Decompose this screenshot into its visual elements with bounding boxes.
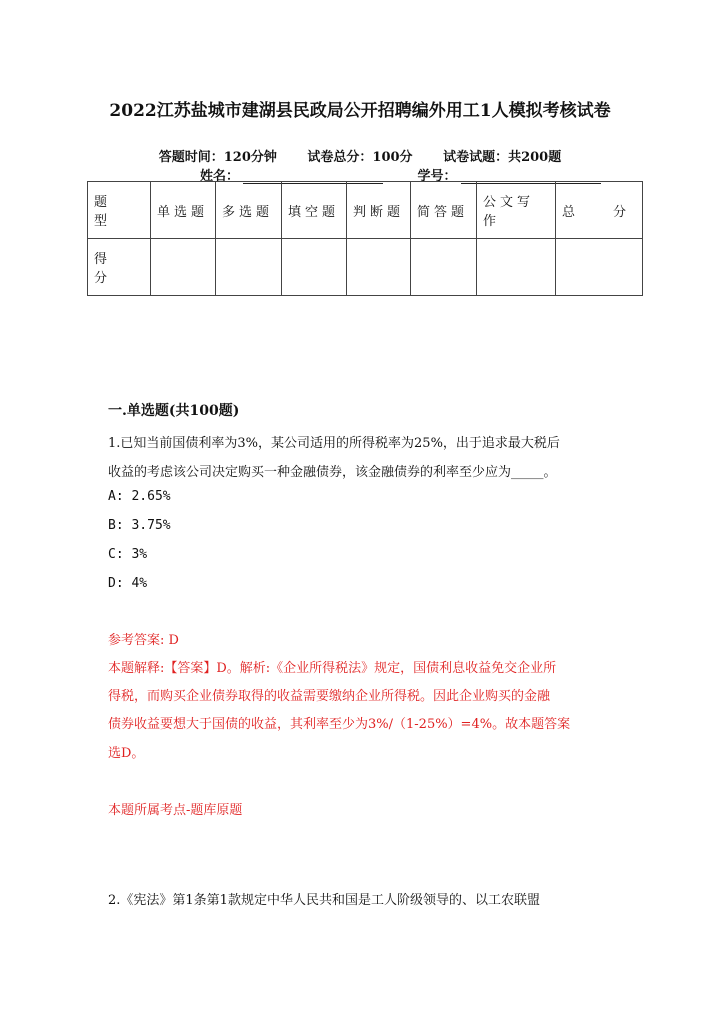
score-cell[interactable] [556, 239, 643, 296]
exam-meta [0, 146, 720, 165]
row-label: 得 分 [88, 239, 151, 296]
score-cell[interactable] [411, 239, 477, 296]
section-heading: 一.单选题(共100题) [108, 403, 240, 419]
exam-time: 答题时间：120分钟 [158, 150, 277, 165]
table-header: 填空题 [282, 182, 347, 239]
table-header: 总 分 [556, 182, 643, 239]
table-header: 单选题 [151, 182, 216, 239]
question-text: 1.已知当前国债利率为3%，某公司适用的所得税率为25%，出于追求最大税后 [108, 436, 560, 451]
explanation-line: 债券收益要想大于国债的收益，其利率至少为3%/（1-25%）=4%。故本题答案 [108, 717, 571, 732]
page-title: 2022江苏盐城市建湖县民政局公开招聘编外用工1人模拟考核试卷 [109, 101, 611, 121]
exam-count: 试卷试题：共200题 [443, 150, 562, 165]
question-text: 收益的考虑该公司决定购买一种金融债券，该金融债券的利率至少应为_____。 [108, 465, 557, 480]
option-b: B: 3.75% [108, 518, 171, 533]
table-header: 简答题 [411, 182, 477, 239]
explanation-line: 本题解释:【答案】D。解析:《企业所得税法》规定，国债利息收益免交企业所 [108, 661, 557, 676]
option-c: C: 3% [108, 547, 148, 562]
name-label: 姓名： [200, 169, 240, 184]
question-source: 本题所属考点-题库原题 [108, 803, 243, 818]
score-cell[interactable] [347, 239, 411, 296]
score-table [87, 181, 643, 296]
score-cell[interactable] [282, 239, 347, 296]
score-cell[interactable] [216, 239, 282, 296]
score-cell[interactable] [151, 239, 216, 296]
table-row [88, 239, 643, 296]
reference-answer: 参考答案: D [108, 633, 179, 648]
explanation-line: 得税，而购买企业债券取得的收益需要缴纳企业所得税。因此企业购买的金融 [108, 689, 551, 704]
id-label: 学号： [417, 169, 457, 184]
table-header: 公文写作 [477, 182, 556, 239]
option-a: A: 2.65% [108, 489, 171, 504]
explanation-line: 选D。 [108, 746, 145, 761]
table-header: 多选题 [216, 182, 282, 239]
question-text: 2.《宪法》第1条第1款规定中华人民共和国是工人阶级领导的、以工农联盟 [108, 893, 540, 908]
score-cell[interactable] [477, 239, 556, 296]
table-header: 题 型 [88, 182, 151, 239]
exam-total: 试卷总分：100分 [307, 150, 413, 165]
table-header: 判断题 [347, 182, 411, 239]
option-d: D: 4% [108, 576, 148, 591]
table-header-row [88, 182, 643, 239]
